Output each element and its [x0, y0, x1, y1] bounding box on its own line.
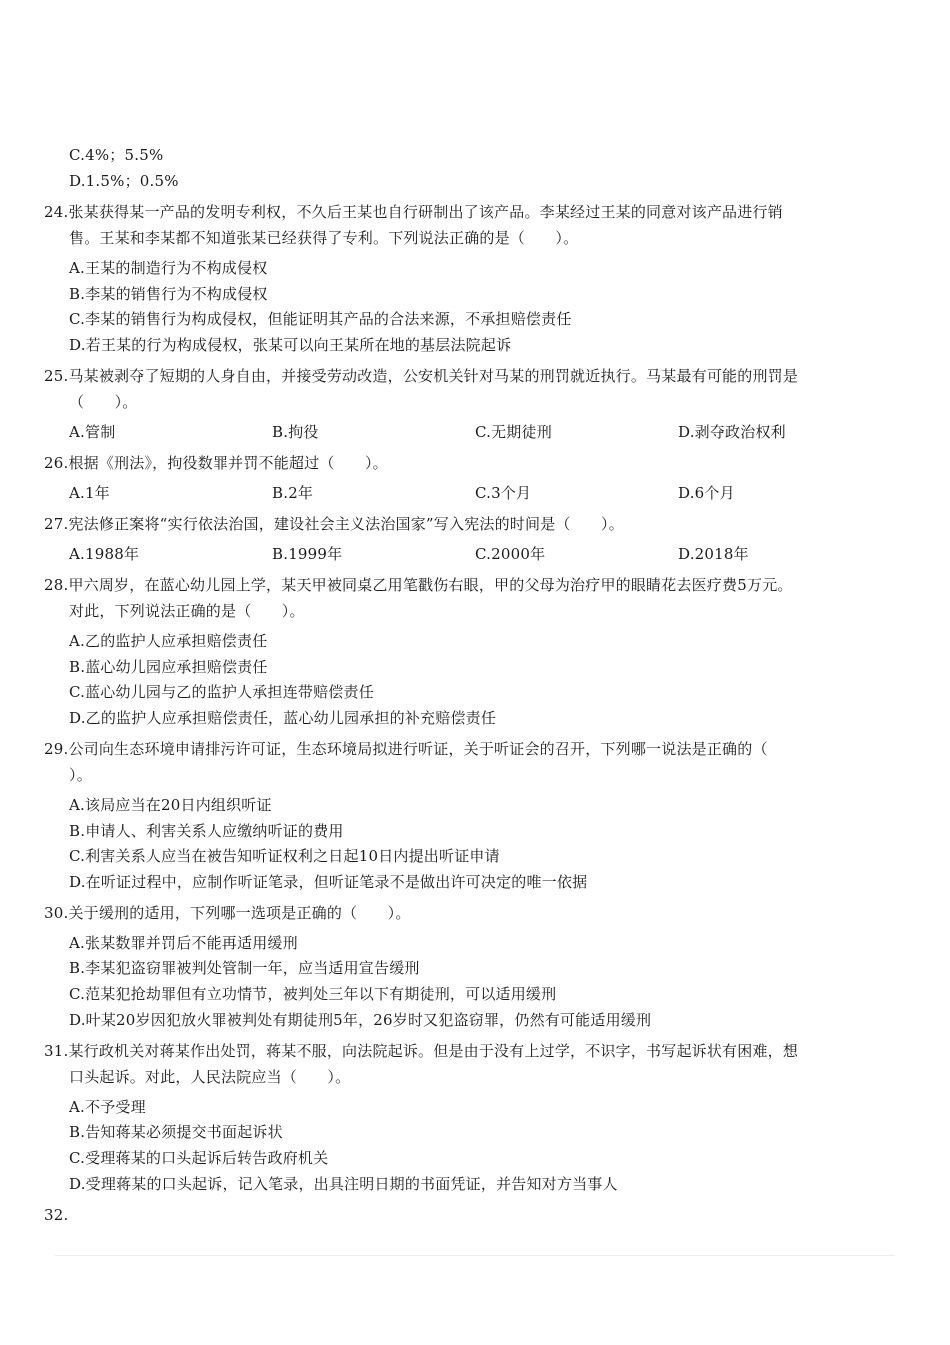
- question-31-option-d: D.受理蒋某的口头起诉，记入笔录，出具注明日期的书面凭证，并告知对方当事人: [69, 1175, 618, 1193]
- question-24-stem: 24.张某获得某一产品的发明专利权，不久后王某也自行研制出了该产品。李某经过王某的同意对该产品进行销: [44, 203, 783, 221]
- question-24-option-c: C.李某的销售行为构成侵权，但能证明其产品的合法来源，不承担赔偿责任: [69, 310, 572, 328]
- question-28-option-d: D.乙的监护人应承担赔偿责任，蓝心幼儿园承担的补充赔偿责任: [69, 709, 497, 727]
- question-27-option-a: A.1988年: [69, 545, 140, 563]
- question-25-option-b: B.拘役: [272, 423, 319, 441]
- question-27-option-c: C.2000年: [475, 545, 546, 563]
- question-28-stem-cont: 对此，下列说法正确的是（ ）。: [69, 602, 305, 620]
- question-28-stem: 28.甲六周岁，在蓝心幼儿园上学，某天甲被同桌乙用笔戳伤右眼，甲的父母为治疗甲的眼睛花去医疗费5万元。: [44, 576, 793, 594]
- question-30-stem: 30.关于缓刑的适用，下列哪一选项是正确的（ ）。: [44, 904, 411, 922]
- question-29-option-c: C.利害关系人应当在被告知听证权利之日起10日内提出听证申请: [69, 847, 500, 865]
- question-27-option-b: B.1999年: [272, 545, 343, 563]
- question-30-option-c: C.范某犯抢劫罪但有立功情节，被判处三年以下有期徒刑，可以适用缓刑: [69, 985, 557, 1003]
- question-25-stem-cont: （ ）。: [69, 393, 138, 411]
- question-30-option-d: D.叶某20岁因犯放火罪被判处有期徒刑5年，26岁时又犯盗窃罪，仍然有可能适用缓刑: [69, 1011, 652, 1029]
- question-24-stem-cont: 售。王某和李某都不知道张某已经获得了专利。下列说法正确的是（ ）。: [69, 229, 579, 247]
- question-27-option-d: D.2018年: [678, 545, 749, 563]
- question-32-stem: 32.: [44, 1206, 69, 1224]
- question-24-option-d: D.若王某的行为构成侵权，张某可以向王某所在地的基层法院起诉: [69, 336, 512, 354]
- question-29-stem-cont: ）。: [69, 766, 92, 784]
- question-25-option-d: D.剥夺政治权利: [678, 423, 786, 441]
- question-27-stem: 27.宪法修正案将“实行依法治国，建设社会主义法治国家”写入宪法的时间是（ ）。: [44, 515, 624, 533]
- question-26-stem: 26.根据《刑法》，拘役数罪并罚不能超过（ ）。: [44, 454, 388, 472]
- question-29-option-d: D.在听证过程中，应制作听证笔录，但听证笔录不是做出许可决定的唯一依据: [69, 873, 588, 891]
- question-25-option-a: A.管制: [69, 423, 116, 441]
- question-24-option-a: A.王某的制造行为不构成侵权: [69, 259, 268, 277]
- question-28-option-c: C.蓝心幼儿园与乙的监护人承担连带赔偿责任: [69, 683, 374, 701]
- question-29-option-b: B.申请人、利害关系人应缴纳听证的费用: [69, 822, 344, 840]
- question-31-stem-cont: 口头起诉。对此，人民法院应当（ ）。: [69, 1068, 351, 1086]
- question-26-option-c: C.3个月: [475, 484, 532, 502]
- question-29-stem: 29.公司向生态环境申请排污许可证，生态环境局拟进行听证，关于听证会的召开，下列哪一说法是正确的（: [44, 740, 768, 758]
- question-31-option-a: A.不予受理: [69, 1098, 146, 1116]
- question-26-option-d: D.6个月: [678, 484, 735, 502]
- question-30-option-a: A.张某数罪并罚后不能再适用缓刑: [69, 934, 298, 952]
- question-25-option-c: C.无期徒刑: [475, 423, 552, 441]
- question-29-option-a: A.该局应当在20日内组织听证: [69, 796, 272, 814]
- question-24-option-b: B.李某的销售行为不构成侵权: [69, 285, 268, 303]
- question-31-option-b: B.告知蒋某必须提交书面起诉状: [69, 1123, 283, 1141]
- footer-divider: [55, 1255, 895, 1256]
- question-28-option-b: B.蓝心幼儿园应承担赔偿责任: [69, 658, 268, 676]
- question-31-option-c: C.受理蒋某的口头起诉后转告政府机关: [69, 1149, 329, 1167]
- question-25-stem: 25.马某被剥夺了短期的人身自由，并接受劳动改造，公安机关针对马某的刑罚就近执行。马某最有可能的刑罚是: [44, 367, 799, 385]
- question-26-option-b: B.2年: [272, 484, 314, 502]
- option-d: D.1.5%；0.5%: [69, 172, 179, 190]
- question-28-option-a: A.乙的监护人应承担赔偿责任: [69, 632, 268, 650]
- question-30-option-b: B.李某犯盗窃罪被判处管制一年，应当适用宣告缓刑: [69, 959, 420, 977]
- question-31-stem: 31.某行政机关对蒋某作出处罚，蒋某不服，向法院起诉。但是由于没有上过学，不识字，书写起诉状有困难，想: [44, 1042, 799, 1060]
- question-26-option-a: A.1年: [69, 484, 110, 502]
- option-c: C.4%；5.5%: [69, 146, 164, 164]
